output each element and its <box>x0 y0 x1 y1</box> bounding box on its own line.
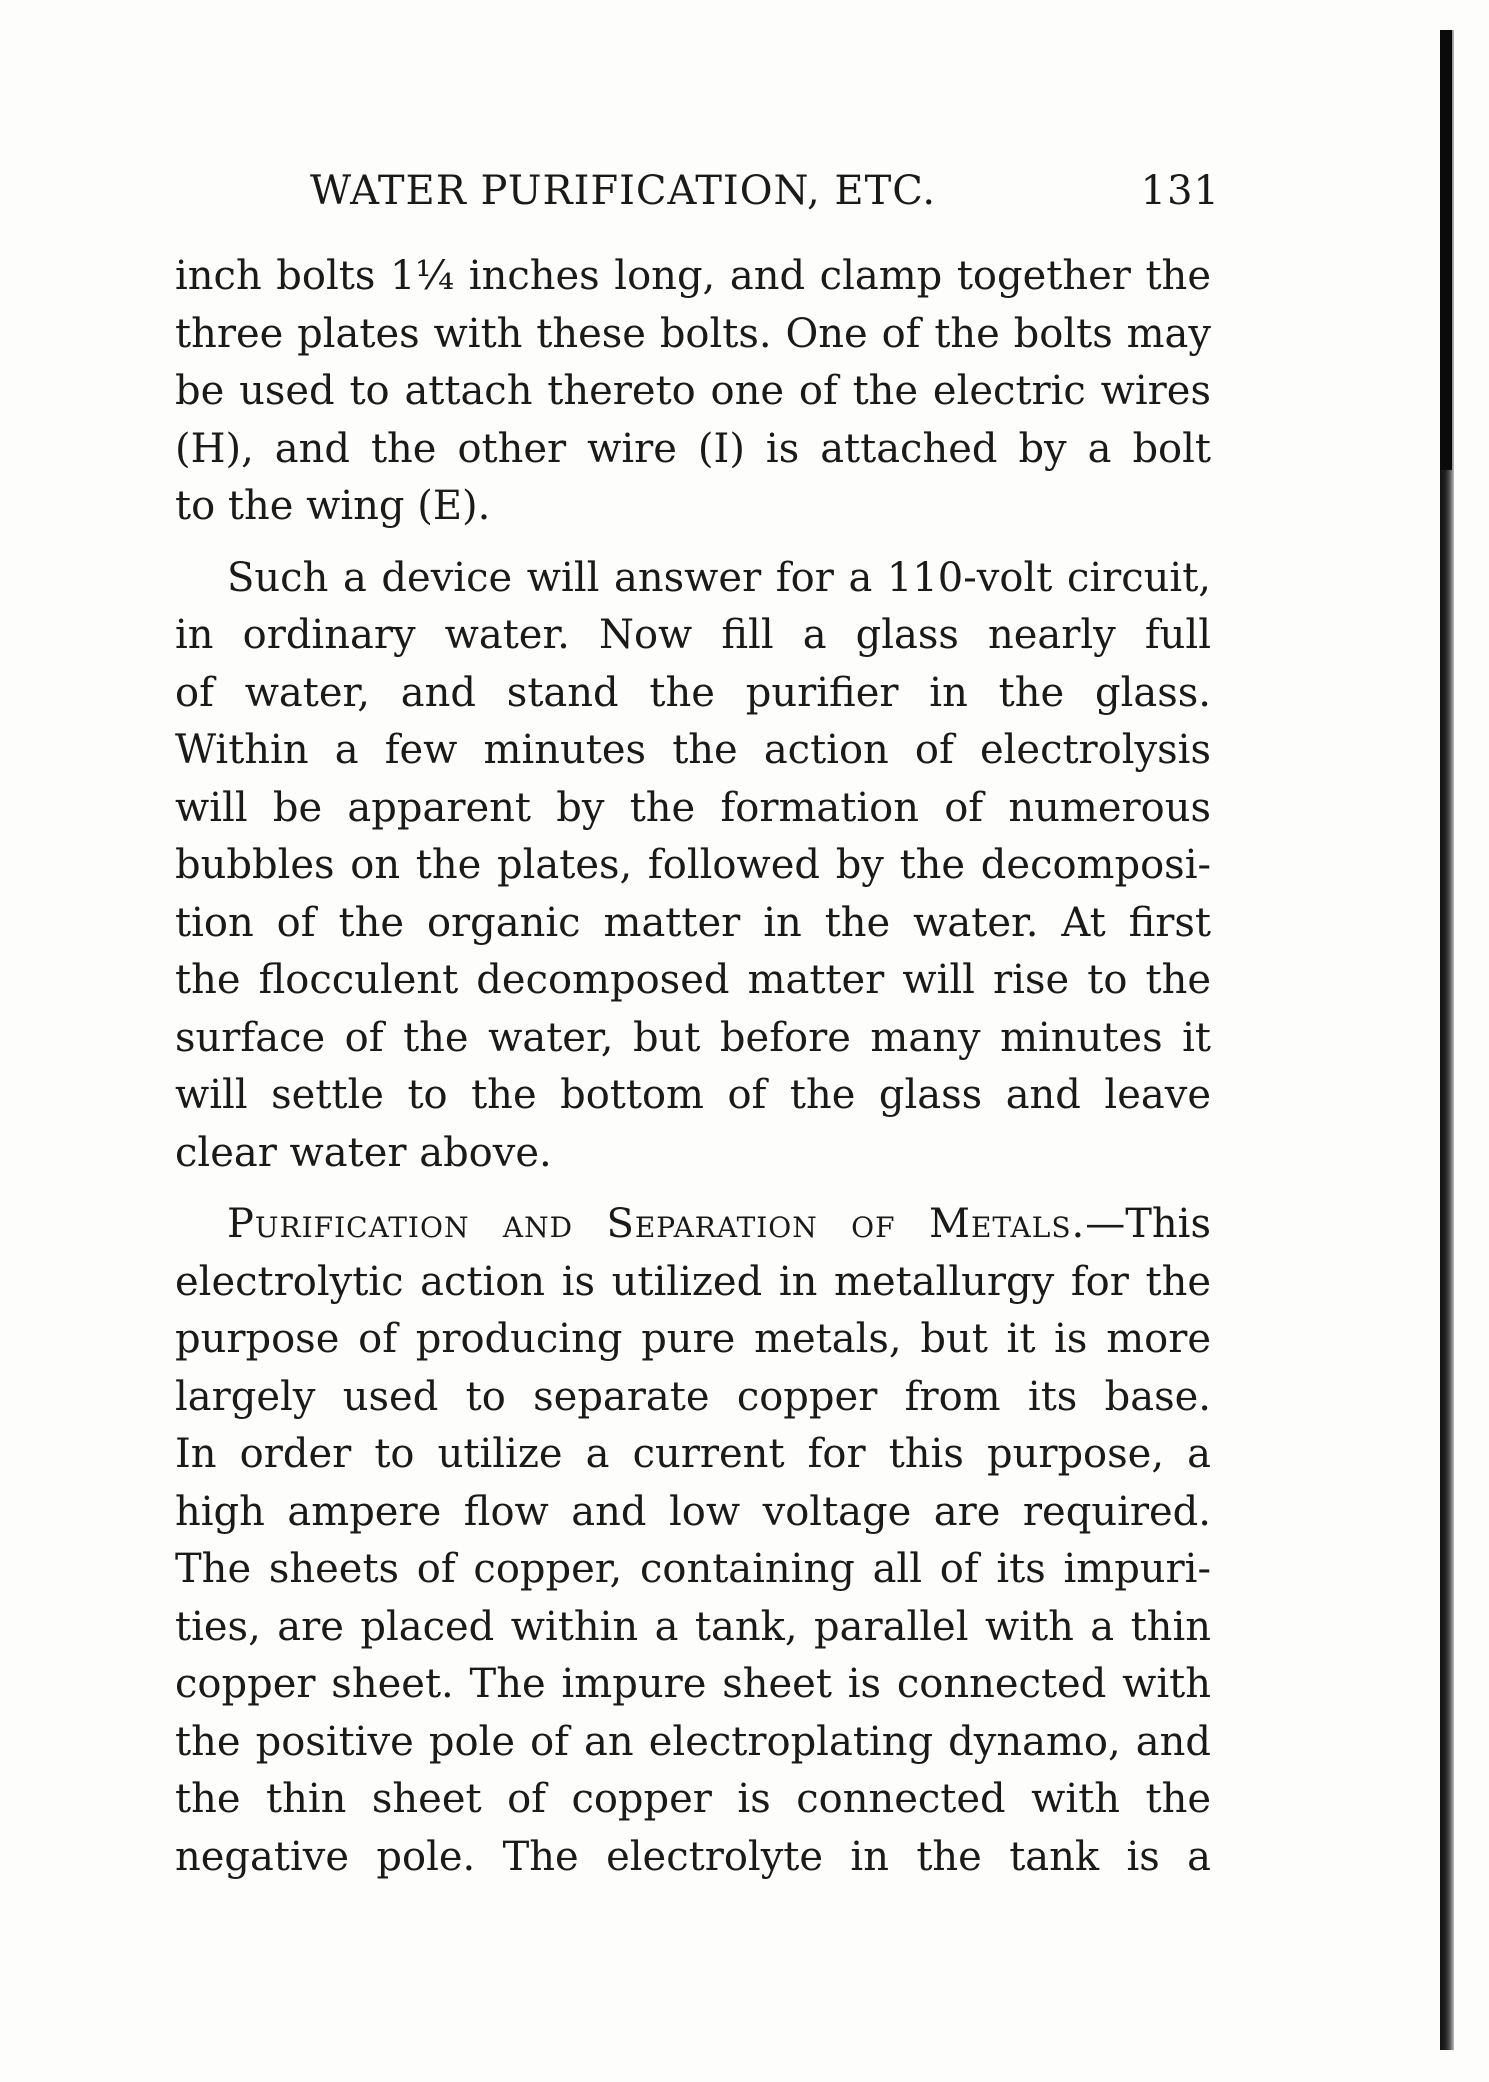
text-line: electrolytic action is utilized in metallurgy for the <box>175 1258 1211 1305</box>
text-line: the thin sheet of copper is connected with the <box>175 1776 1211 1822</box>
section-heading-line <box>175 1196 1211 1254</box>
text-line: clear water above. <box>175 1129 552 1176</box>
page-header <box>170 168 1220 214</box>
text-line: in ordinary water. Now fill a glass nearly full <box>175 612 1211 658</box>
text-line: In order to utilize a current for this purpose, a <box>175 1431 1211 1477</box>
text-line: will settle to the bottom of the glass and leave <box>175 1072 1211 1118</box>
text-line: the positive pole of an electroplating dynamo, and <box>175 1718 1211 1765</box>
text-line: (H), and the other wire (I) is attached by a bolt <box>175 425 1211 472</box>
text-line: to the wing (E). <box>175 483 491 529</box>
text-line: copper sheet. The impure sheet is connected with <box>175 1661 1211 1707</box>
text-line: will be apparent by the formation of numerous <box>175 784 1211 831</box>
text-line: negative pole. The electrolyte in the tank is a <box>175 1833 1211 1880</box>
text-line: tion of the organic matter in the water. At first <box>175 899 1211 946</box>
body-text <box>175 248 1211 1886</box>
text-line: be used to attach thereto one of the electric wires <box>175 368 1211 414</box>
text-line: bubbles on the plates, followed by the decomposi- <box>175 842 1211 888</box>
running-title: WATER PURIFICATION, ETC. <box>310 168 937 214</box>
text-line: surface of the water, but before many minutes it <box>175 1014 1211 1061</box>
paragraph-1 <box>175 248 1211 536</box>
page-binding-shadow <box>1440 30 1452 470</box>
text-line: The sheets of copper, containing all of its impuri- <box>175 1546 1211 1592</box>
section-heading-continuation: —This <box>1085 1201 1211 1247</box>
text-line: three plates with these bolts. One of the bolts may <box>175 310 1211 357</box>
text-line: Such a device will answer for a 110-volt circuit, <box>227 554 1211 601</box>
text-line: of water, and stand the purifier in the glass. <box>175 669 1211 716</box>
text-line: Within a few minutes the action of electrolysis <box>175 727 1211 773</box>
page-number: 131 <box>1140 168 1220 214</box>
text-line: high ampere flow and low voltage are required. <box>175 1488 1211 1535</box>
paragraph-2 <box>175 550 1211 1183</box>
text-line: the flocculent decomposed matter will rise to the <box>175 957 1211 1003</box>
text-line: purpose of producing pure metals, but it is more <box>175 1316 1211 1362</box>
text-line: inch bolts 1¼ inches long, and clamp together the <box>175 253 1211 299</box>
text-line: largely used to separate copper from its base. <box>175 1373 1211 1420</box>
paragraph-3 <box>175 1196 1211 1886</box>
text-line: ties, are placed within a tank, parallel with a thin <box>175 1603 1211 1650</box>
section-heading: Purification and Separation of Metals. <box>227 1201 1086 1247</box>
